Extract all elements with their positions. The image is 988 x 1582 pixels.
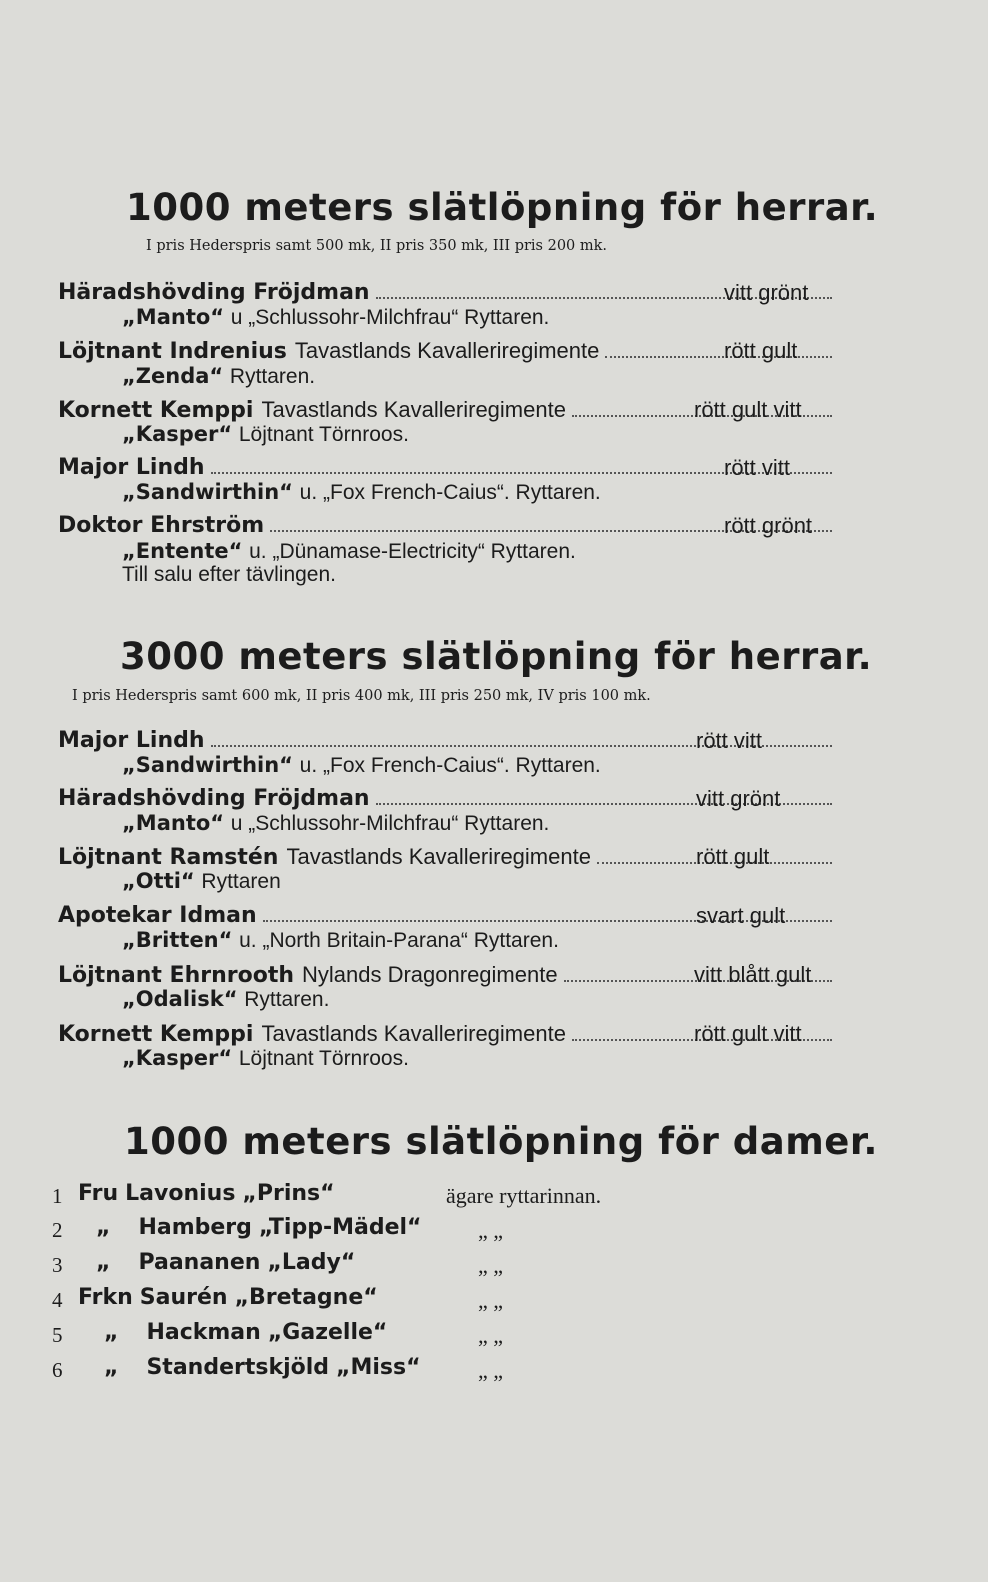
section-1-prize: I pris Hederspris samt 500 mk, II pris 350 mk, III pris 200 mk. bbox=[146, 238, 608, 254]
horse-line bbox=[122, 928, 559, 953]
rider-info bbox=[478, 1358, 503, 1384]
horse-name: „Manto“ bbox=[122, 811, 225, 835]
horse-line bbox=[122, 364, 315, 389]
row-number: 5 bbox=[52, 1323, 63, 1347]
owner: Doktor Ehrström bbox=[58, 513, 265, 538]
horse-line bbox=[122, 480, 601, 505]
rider-name: Hackman bbox=[146, 1320, 261, 1345]
rider-name: Saurén bbox=[139, 1285, 228, 1310]
racing-colors: rött vitt bbox=[724, 455, 791, 480]
owner: Löjtnant Indrenius bbox=[58, 339, 287, 364]
owner: Major Lindh bbox=[58, 728, 205, 753]
rider-name: Hamberg bbox=[138, 1215, 252, 1240]
horse-line bbox=[122, 869, 281, 894]
title-prefix: „ bbox=[104, 1355, 119, 1380]
ladies-entry bbox=[78, 1285, 378, 1310]
horse-detail: u. „Dünamase-Electricity“ Ryttaren. bbox=[249, 540, 576, 563]
horse-name: „Bretagne“ bbox=[234, 1285, 378, 1310]
racing-colors: vitt blått gult bbox=[694, 962, 812, 987]
ladies-entry bbox=[104, 1320, 387, 1345]
horse-name: „Britten“ bbox=[122, 928, 233, 952]
rider-name: Lavonius bbox=[125, 1181, 236, 1206]
rider-text: „ „ bbox=[478, 1288, 504, 1313]
section-1-title: 1000 meters slätlöpning för herrar. bbox=[126, 186, 879, 229]
dot-leader bbox=[605, 356, 832, 358]
title-prefix: Frkn bbox=[78, 1285, 133, 1310]
owner: Major Lindh bbox=[58, 455, 205, 480]
owner: Löjtnant Ramstén bbox=[58, 845, 279, 870]
owner: Kornett Kemppi bbox=[58, 398, 254, 423]
horse-detail: Ryttaren bbox=[201, 870, 281, 893]
row-number: 4 bbox=[52, 1288, 63, 1312]
horse-line bbox=[122, 1046, 409, 1071]
entry-row bbox=[58, 455, 838, 480]
ladies-entry bbox=[78, 1181, 335, 1206]
horse-detail: u. „North Britain-Parana“ Ryttaren. bbox=[239, 929, 559, 952]
racing-colors: rött gult vitt bbox=[694, 1021, 802, 1046]
racing-colors: rött gult bbox=[724, 338, 798, 363]
horse-name: „Sandwirthin“ bbox=[122, 753, 293, 777]
horse-name: „Miss“ bbox=[336, 1355, 421, 1380]
entry-row bbox=[58, 513, 838, 538]
horse-line bbox=[122, 811, 549, 836]
ladies-entry bbox=[96, 1215, 422, 1240]
horse-name: „Manto“ bbox=[122, 305, 225, 329]
horse-line bbox=[122, 753, 601, 778]
horse-name: „Entente“ bbox=[122, 539, 243, 563]
horse-name: „Prins“ bbox=[242, 1181, 335, 1206]
owner: Häradshövding Fröjdman bbox=[58, 786, 370, 811]
horse-name: „Sandwirthin“ bbox=[122, 480, 293, 504]
horse-detail: u „Schlussohr-Milchfrau“ Ryttaren. bbox=[230, 306, 550, 329]
racing-colors: vitt grönt bbox=[724, 280, 809, 305]
racing-colors: vitt grönt bbox=[696, 786, 781, 811]
row-number: 2 bbox=[52, 1218, 63, 1242]
ladies-entry bbox=[104, 1355, 421, 1380]
row-number: 1 bbox=[52, 1184, 63, 1208]
horse-name: „Kasper“ bbox=[122, 422, 233, 446]
racing-colors: svart gult bbox=[696, 903, 786, 928]
owner: Löjtnant Ehrnrooth bbox=[58, 963, 294, 988]
rider-info bbox=[478, 1323, 503, 1349]
racing-colors: rött gult vitt bbox=[694, 397, 802, 422]
horse-line bbox=[122, 539, 576, 564]
section-3-title: 1000 meters slätlöpning för damer. bbox=[124, 1120, 878, 1163]
horse-detail: u. „Fox French-Caius“. Ryttaren. bbox=[299, 481, 601, 504]
horse-name: „Gazelle“ bbox=[267, 1320, 388, 1345]
entry-row bbox=[58, 338, 838, 364]
horse-name: „Odalisk“ bbox=[122, 987, 238, 1011]
horse-line bbox=[122, 987, 329, 1012]
row-number: 6 bbox=[52, 1358, 63, 1382]
racing-colors: rött vitt bbox=[696, 728, 763, 753]
horse-name: „Lady“ bbox=[267, 1250, 356, 1275]
rider-text: „ „ bbox=[478, 1323, 504, 1348]
title-prefix: „ bbox=[96, 1215, 111, 1240]
horse-detail: u „Schlussohr-Milchfrau“ Ryttaren. bbox=[230, 812, 550, 835]
ladies-entry bbox=[96, 1250, 355, 1275]
rider-info bbox=[446, 1183, 601, 1209]
sale-note: Till salu efter tävlingen. bbox=[122, 563, 336, 586]
entry-row bbox=[58, 280, 838, 305]
racing-colors: rött grönt bbox=[724, 513, 813, 538]
owner: Kornett Kemppi bbox=[58, 1022, 254, 1047]
horse-name: „Zenda“ bbox=[122, 364, 224, 388]
title-prefix: Fru bbox=[78, 1181, 119, 1206]
rider-info bbox=[478, 1253, 503, 1279]
title-prefix: „ bbox=[96, 1250, 111, 1275]
rider-info bbox=[478, 1218, 503, 1244]
title-prefix: „ bbox=[104, 1320, 119, 1345]
horse-line bbox=[122, 305, 549, 330]
rider-name: Standertskjöld bbox=[146, 1355, 330, 1380]
rider-text: „ „ bbox=[478, 1218, 504, 1243]
rider-name: Paananen bbox=[138, 1250, 261, 1275]
horse-detail: Löjtnant Törnroos. bbox=[238, 423, 409, 446]
horse-name: „Otti“ bbox=[122, 869, 195, 893]
horse-name: „Kasper“ bbox=[122, 1046, 233, 1070]
rider-info bbox=[478, 1288, 503, 1314]
section-2-prize: I pris Hederspris samt 600 mk, II pris 400 mk, III pris 250 mk, IV pris 100 mk. bbox=[72, 688, 651, 704]
row-number: 3 bbox=[52, 1253, 63, 1277]
horse-detail: Ryttaren. bbox=[244, 988, 330, 1011]
rider-text: „ „ bbox=[478, 1358, 504, 1383]
owner: Apotekar Idman bbox=[58, 903, 257, 928]
regiment: Tavastlands Kavalleriregimente bbox=[286, 844, 591, 869]
horse-line bbox=[122, 422, 409, 447]
rider-text: ägare ryttarinnan. bbox=[446, 1183, 602, 1208]
horse-name: „Tipp-Mädel“ bbox=[258, 1215, 422, 1240]
horse-detail: u. „Fox French-Caius“. Ryttaren. bbox=[299, 754, 601, 777]
regiment: Tavastlands Kavalleriregimente bbox=[294, 338, 600, 363]
regiment: Tavastlands Kavalleriregimente bbox=[261, 1021, 566, 1046]
racing-colors: rött gult bbox=[696, 844, 770, 869]
rider-text: „ „ bbox=[478, 1253, 504, 1278]
horse-detail: Löjtnant Törnroos. bbox=[238, 1047, 409, 1070]
horse-detail: Ryttaren. bbox=[229, 365, 316, 388]
owner: Häradshövding Fröjdman bbox=[58, 280, 370, 305]
regiment: Nylands Dragonregimente bbox=[302, 962, 558, 987]
section-2-title: 3000 meters slätlöpning för herrar. bbox=[120, 635, 873, 678]
regiment: Tavastlands Kavalleriregimente bbox=[261, 397, 566, 422]
